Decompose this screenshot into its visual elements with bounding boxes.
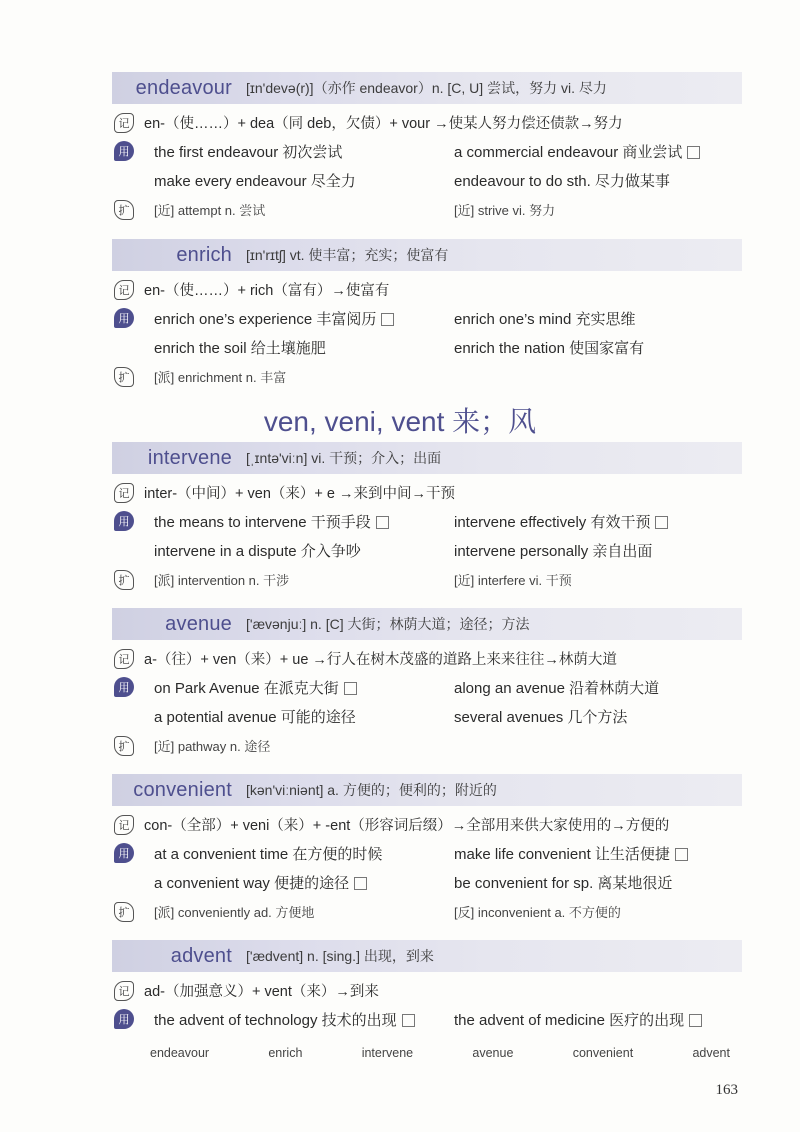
- memory-text: con-（全部）+ veni（来）+ -ent（形容词后缀）→全部用来供大家使用的→方便的: [144, 818, 670, 834]
- memory-text: a-（往）+ ven（来）+ ue →行人在树木茂盛的道路上来来往往→林荫大道: [144, 652, 617, 668]
- memory-row: [112, 644, 742, 673]
- entry-header: [112, 774, 742, 806]
- headword: enrich: [176, 243, 232, 266]
- footer-word: endeavour: [150, 1046, 210, 1060]
- extension-row: [112, 897, 742, 926]
- footer-word: convenient: [572, 1046, 634, 1060]
- phrase: a commercial endeavour 商业尝试: [454, 141, 700, 162]
- memory-text: en-（使……）+ dea（同 deb，欠债）+ vour →使某人努力偿还债款→努力: [144, 116, 623, 132]
- related-word: [反] inconvenient a. 不方便的: [454, 905, 621, 920]
- page-number: 163: [715, 1082, 738, 1098]
- usage-row: [112, 839, 742, 897]
- memory-row: [112, 108, 742, 137]
- memory-icon: 记: [114, 280, 134, 300]
- definition: ['ævənjuː] n. [C] 大街；林荫大道；途径；方法: [246, 616, 530, 632]
- entry-avenue: [112, 608, 742, 760]
- entry-endeavour: [112, 72, 742, 224]
- exam-mark-icon: [376, 516, 389, 529]
- related-word: [派] enrichment n. 丰富: [154, 370, 287, 385]
- entry-header: [112, 940, 742, 972]
- exam-mark-icon: [344, 682, 357, 695]
- entry-convenient: [112, 774, 742, 926]
- phrase: the first endeavour 初次尝试: [154, 144, 343, 161]
- usage-icon: 用: [114, 843, 134, 863]
- phrase: enrich the nation 使国家富有: [454, 340, 645, 357]
- phrase: on Park Avenue 在派克大街: [154, 677, 454, 698]
- extension-row: [112, 731, 742, 760]
- phrase: the means to intervene 干预手段: [154, 511, 454, 532]
- phrase: the advent of technology 技术的出现: [154, 1009, 454, 1030]
- phrase: intervene in a dispute 介入争吵: [154, 543, 361, 560]
- footer-word: advent: [692, 1046, 730, 1060]
- entry-enrich: [112, 239, 742, 391]
- footer-word: intervene: [361, 1046, 414, 1060]
- memory-icon: 记: [114, 649, 134, 669]
- exam-mark-icon: [354, 877, 367, 890]
- related-word: [近] strive vi. 努力: [454, 203, 556, 218]
- memory-icon: 记: [114, 113, 134, 133]
- memory-row: [112, 976, 742, 1005]
- phrase: enrich one’s mind 充实思维: [454, 311, 636, 328]
- phrase: along an avenue 沿着林荫大道: [454, 680, 660, 697]
- related-word: [近] interfere vi. 干预: [454, 573, 572, 588]
- headword: endeavour: [135, 76, 232, 99]
- definition: [ɪn'devə(r)]（亦作 endeavor）n. [C, U] 尝试，努力 vi. 尽力: [246, 80, 607, 96]
- phrase: endeavour to do sth. 尽力做某事: [454, 173, 670, 190]
- extension-icon: 扩: [114, 736, 134, 756]
- usage-icon: 用: [114, 677, 134, 697]
- memory-icon: 记: [114, 483, 134, 503]
- phrase: enrich one’s experience 丰富阅历: [154, 308, 454, 329]
- usage-row: [112, 507, 742, 565]
- entry-intervene: [112, 442, 742, 594]
- memory-text: ad-（加强意义）+ vent（来）→到来: [144, 984, 379, 1000]
- usage-row: [112, 137, 742, 195]
- memory-row: [112, 810, 742, 839]
- usage-icon: 用: [114, 308, 134, 328]
- phrase: enrich the soil 给土壤施肥: [154, 340, 326, 357]
- extension-row: [112, 195, 742, 224]
- memory-row: [112, 478, 742, 507]
- phrase: a potential avenue 可能的途径: [154, 709, 356, 726]
- memory-icon: 记: [114, 981, 134, 1001]
- usage-row: [112, 304, 742, 362]
- footer-word-list: [150, 1046, 730, 1060]
- root-section-title: ven, veni, vent 来；风: [263, 406, 537, 437]
- memory-icon: 记: [114, 815, 134, 835]
- headword: advent: [170, 944, 232, 967]
- usage-row: [112, 1005, 742, 1034]
- related-word: [近] pathway n. 途径: [154, 739, 271, 754]
- memory-text: inter-（中间）+ ven（来）+ e →来到中间→干预: [144, 486, 455, 502]
- extension-icon: 扩: [114, 367, 134, 387]
- usage-row: [112, 673, 742, 731]
- exam-mark-icon: [381, 313, 394, 326]
- headword: intervene: [147, 446, 232, 469]
- related-word: [近] attempt n. 尝试: [154, 203, 266, 218]
- exam-mark-icon: [655, 516, 668, 529]
- phrase: at a convenient time 在方便的时候: [154, 846, 383, 863]
- headword: convenient: [133, 778, 232, 801]
- definition: [ˌɪntə'viːn] vi. 干预；介入；出面: [246, 450, 442, 466]
- phrase: make every endeavour 尽全力: [154, 173, 356, 190]
- phrase: intervene effectively 有效干预: [454, 511, 668, 532]
- related-word: [派] conveniently ad. 方便地: [154, 905, 315, 920]
- memory-row: [112, 275, 742, 304]
- footer-word: avenue: [472, 1046, 514, 1060]
- exam-mark-icon: [402, 1014, 415, 1027]
- entry-advent: [112, 940, 742, 1034]
- footer-word: enrich: [268, 1046, 303, 1060]
- definition: [ɪn'rɪtʃ] vt. 使丰富；充实；使富有: [246, 247, 449, 263]
- usage-icon: 用: [114, 1009, 134, 1029]
- entry-header: [112, 239, 742, 271]
- entry-header: [112, 72, 742, 104]
- phrase: be convenient for sp. 离某地很近: [454, 875, 673, 892]
- exam-mark-icon: [675, 848, 688, 861]
- definition: [kən'viːniənt] a. 方便的；便利的；附近的: [246, 782, 497, 798]
- extension-row: [112, 362, 742, 391]
- usage-icon: 用: [114, 141, 134, 161]
- phrase: intervene personally 亲自出面: [454, 543, 653, 560]
- entry-header: [112, 608, 742, 640]
- extension-icon: 扩: [114, 570, 134, 590]
- phrase: make life convenient 让生活便捷: [454, 843, 688, 864]
- exam-mark-icon: [689, 1014, 702, 1027]
- exam-mark-icon: [687, 146, 700, 159]
- usage-icon: 用: [114, 511, 134, 531]
- definition: ['ædvent] n. [sing.] 出现，到来: [246, 948, 434, 964]
- related-word: [派] intervention n. 干涉: [154, 573, 290, 588]
- extension-row: [112, 565, 742, 594]
- entry-header: [112, 442, 742, 474]
- extension-icon: 扩: [114, 902, 134, 922]
- phrase: a convenient way 便捷的途径: [154, 872, 454, 893]
- phrase: several avenues 几个方法: [454, 709, 628, 726]
- headword: avenue: [165, 612, 232, 635]
- extension-icon: 扩: [114, 200, 134, 220]
- phrase: the advent of medicine 医疗的出现: [454, 1009, 702, 1030]
- memory-text: en-（使……）+ rich（富有）→使富有: [144, 283, 390, 299]
